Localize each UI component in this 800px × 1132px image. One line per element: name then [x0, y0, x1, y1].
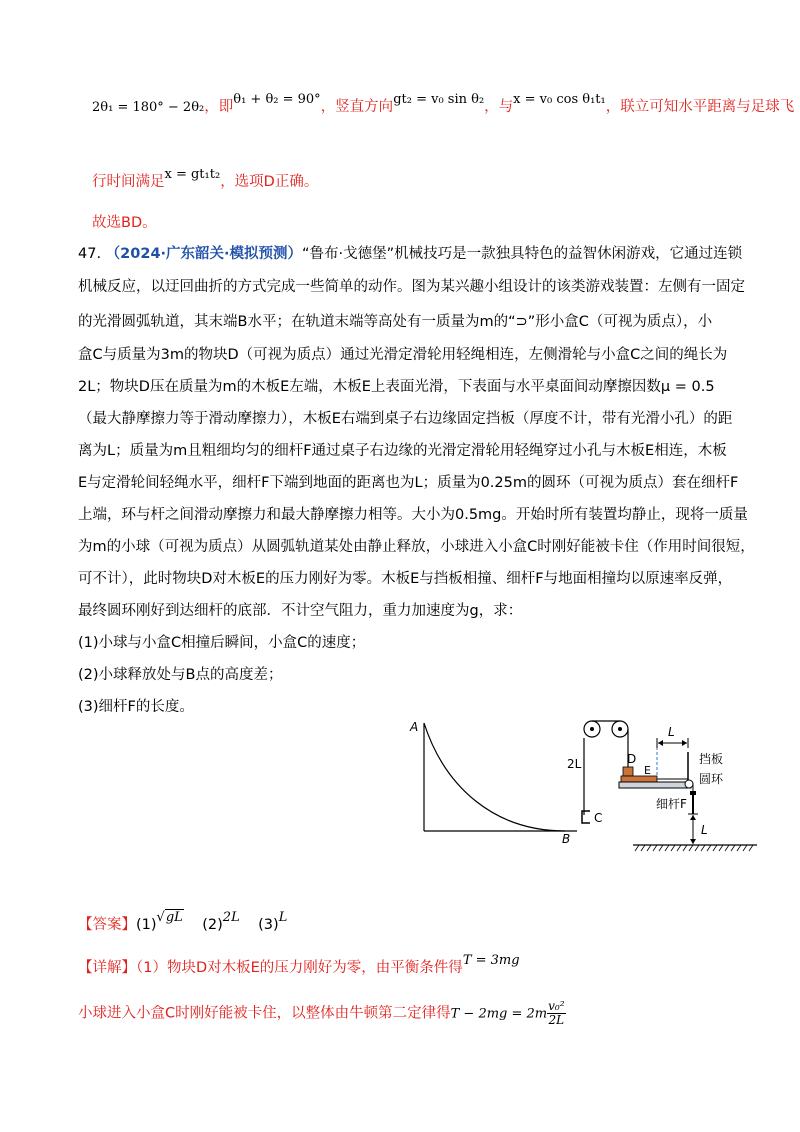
text: ，即: [204, 99, 234, 115]
answer-1: √gL: [156, 910, 183, 925]
equation: gt₂ = v₀ sin θ₂: [393, 92, 485, 107]
question-3: (3)细杆F的长度。: [78, 699, 194, 715]
label-baffle: 挡板: [699, 752, 724, 766]
detail-line-1: [78, 953, 520, 979]
dim-arrow-left: [658, 740, 663, 746]
problem-source: （2024·广东韶关·模拟预测）: [105, 246, 303, 262]
problem-line: 离为L；质量为m且粗细均匀的细杆F通过桌子右边缘的光滑定滑轮用轻绳穿过小孔与木板E相连，木板: [78, 443, 727, 459]
pulley-table: [685, 780, 693, 788]
label-2l: 2L: [567, 757, 582, 771]
equation: θ₁ + θ₂ = 90°: [233, 92, 321, 107]
figure-table-setup: [575, 712, 760, 852]
problem-line: 2L；物块D压在质量为m的木板E左端，木板E上表面光滑，下表面与水平桌面间动摩擦因数μ = 0.5: [78, 379, 715, 395]
problem-line: 上端，环与杆之间滑动摩擦力和最大静摩擦力相等。大小为0.5mg。开始时所有装置均静止，现将一质量: [78, 507, 748, 523]
problem-line: 为m的小球（可视为质点）从圆弧轨道某处由静止释放，小球进入小盒C时刚好能被卡住（作用时间很短，: [78, 539, 755, 555]
text: ，选项D正确。: [220, 174, 319, 190]
problem-line: （最大静摩擦力等于滑动摩擦力），木板E右端到桌子右边缘固定挡板（厚度不计，带有光滑小孔）的距: [78, 411, 733, 427]
problem-line: 的光滑圆弧轨道，其末端B水平；在轨道末端等高处有一质量为m的“⊃”形小盒C（可视为质点），小: [78, 314, 713, 330]
label-a: A: [410, 720, 419, 734]
fraction-denominator: 2L: [548, 1013, 565, 1027]
problem-line: 盒C与质量为3m的物块D（可视为质点）通过光滑定滑轮用轻绳相连，左侧滑轮与小盒C之间的绳长为: [78, 347, 728, 363]
problem-line: E与定滑轮间轻绳水平，细杆F下端到地面的距离也为L；质量为0.25m的圆环（可视为质点）套在细杆F: [78, 475, 739, 491]
detail-line-2: [78, 1000, 566, 1027]
solution-line-2: [92, 167, 319, 193]
label-l-top: L: [668, 725, 675, 739]
equation: 2θ₁ = 180° − 2θ₂: [92, 100, 205, 115]
label-e: E: [644, 764, 651, 777]
text: ，联立可知水平距离与足球飞: [605, 99, 795, 115]
text: 行时间满足: [92, 174, 165, 190]
solution-conclusion: 故选BD。: [92, 215, 157, 231]
label-rod: 细杆F: [656, 797, 687, 811]
problem-line: 机械反应，以迂回曲折的方式完成一些简单的动作。图为某兴趣小组设计的该类游戏装置：左侧有一固定: [78, 279, 745, 295]
text: ，与: [484, 99, 514, 115]
board-e: [621, 776, 657, 782]
dim-bottom-arrow-up: [690, 815, 696, 820]
fraction-numerator: v₀²: [548, 999, 565, 1013]
problem-number: 47.: [78, 246, 102, 262]
dim-arrow-right: [682, 740, 687, 746]
problem-line: 可不计），此时物块D对木板E的压力刚好为零。木板E与挡板相撞、细杆F与地面相撞均以原速率反弹，: [78, 571, 733, 587]
ring: [690, 791, 696, 795]
question-1: (1)小球与小盒C相撞后瞬间，小盒C的速度；: [78, 635, 366, 651]
label-d: D: [627, 752, 637, 766]
label-ring: 圆环: [699, 772, 724, 786]
answer-2-prefix: (2): [202, 917, 223, 933]
solution-line-1: [92, 92, 795, 118]
answer-1-radicand: gL: [165, 910, 183, 925]
detail-equation: T − 2mg = 2m: [450, 1006, 548, 1022]
ground-hatch: [635, 845, 753, 851]
text: ，竖直方向: [320, 99, 394, 115]
answer-2: 2L: [222, 910, 240, 925]
problem-line: 最终圆环刚好到达细杆的底部．不计空气阻力，重力加速度为g，求：: [78, 603, 523, 619]
equation: x = v₀ cos θ₁t₁: [513, 92, 606, 107]
problem-line: “鲁布·戈德堡”机械技巧是一款独具特色的益智休闲游戏，它通过连锁: [302, 246, 743, 262]
label-b: B: [562, 832, 571, 846]
detail-text: （1）物块D对木板E的压力刚好为零，由平衡条件得: [136, 960, 463, 976]
answer-line: [78, 910, 288, 936]
answer-3: L: [278, 910, 288, 925]
detail-equation: T = 3mg: [462, 953, 520, 968]
answer-3-prefix: (3): [258, 917, 279, 933]
answer-1-prefix: (1): [136, 917, 157, 933]
dim-bottom-arrow-down: [690, 839, 696, 844]
question-2: (2)小球释放处与B点的高度差；: [78, 667, 283, 683]
label-c: C: [594, 811, 603, 825]
label-l-bottom: L: [701, 823, 708, 837]
detail-tag: 【详解】: [78, 960, 136, 976]
block-d: [623, 767, 633, 776]
arc-track-curve: [424, 723, 565, 831]
problem-header: [78, 244, 742, 264]
pulley-right-axle: [618, 727, 622, 731]
answer-tag: 【答案】: [78, 917, 136, 933]
equation: x = gt₁t₂: [164, 167, 221, 182]
detail-fraction: [547, 1000, 565, 1027]
pulley-left-axle: [590, 727, 594, 731]
detail-text: 小球进入小盒C时刚好能被卡住，以整体由牛顿第二定律得: [78, 1005, 451, 1022]
table-top: [619, 782, 691, 788]
